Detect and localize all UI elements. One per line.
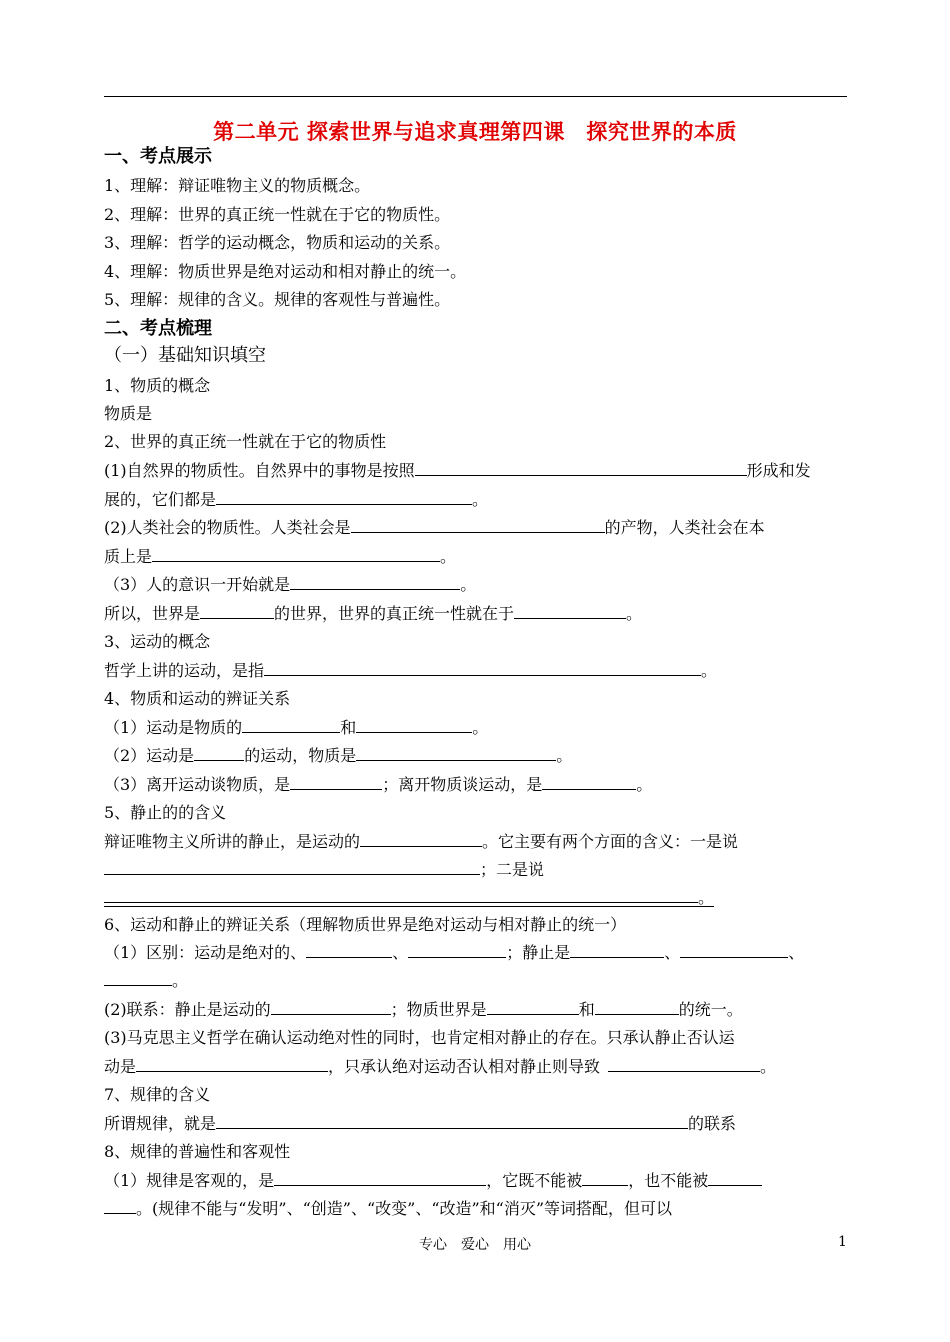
blank[interactable]	[351, 517, 605, 533]
blank[interactable]	[408, 942, 506, 958]
subsection-heading: （一）基础知识填空	[104, 345, 266, 366]
q6-title: 6、运动和静止的辨证关系（理解物质世界是绝对运动与相对静止的统一）	[104, 915, 627, 934]
q1-title: 1、物质的概念	[104, 376, 211, 395]
blank[interactable]	[542, 774, 636, 790]
q8-line2: 。(规律不能与“发明”、“创造”、“改变”、“改造”和“消灭”等词搭配，但可以	[104, 1198, 672, 1220]
q5-line2: ；二是说	[104, 859, 544, 881]
q2-title: 2、世界的真正统一性就在于它的物质性	[104, 432, 387, 451]
list-item: 4、理解：物质世界是绝对运动和相对静止的统一。	[104, 262, 467, 281]
q2-line6: 所以，世界是 的世界，世界的真正统一性就在于 。	[104, 604, 643, 623]
q7-title: 7、规律的含义	[104, 1085, 211, 1104]
blank[interactable]	[514, 603, 626, 619]
q6-line4: (3)马克思主义哲学在确认运动绝对性的同时，也肯定相对静止的存在。只承认静止否认运	[104, 1028, 735, 1047]
blank[interactable]	[356, 717, 472, 733]
blank[interactable]	[290, 574, 460, 590]
blank[interactable]	[356, 745, 556, 761]
blank-underline	[104, 906, 714, 907]
q3-title: 3、运动的概念	[104, 632, 211, 651]
list-item: 3、理解：哲学的运动概念，物质和运动的关系。	[104, 233, 451, 252]
blank[interactable]	[216, 489, 472, 505]
q7-line: 所谓规律，就是 的联系	[104, 1114, 737, 1133]
q2-line5: （3）人的意识一开始就是 。	[104, 575, 477, 594]
blank[interactable]	[136, 1056, 328, 1072]
q6-line3: (2)联系：静止是运动的 ；物质世界是 和 的统一。	[104, 1000, 743, 1019]
blank[interactable]	[216, 1113, 688, 1129]
blank[interactable]	[582, 1170, 628, 1186]
blank[interactable]	[680, 942, 788, 958]
blank[interactable]	[487, 999, 579, 1015]
blank[interactable]	[595, 999, 679, 1015]
q6-line5: 动是 ，只承认绝对运动否认相对静止则导致 。	[104, 1057, 777, 1076]
q2-line2: 展的，它们都是 。	[104, 490, 489, 509]
blank[interactable]	[290, 774, 382, 790]
q2-line1: (1)自然界的物质性。自然界中的事物是按照 形成和发	[104, 461, 811, 480]
page-footer: 专心 爱心 用心	[419, 1237, 531, 1253]
blank[interactable]	[306, 942, 392, 958]
q6-line1: （1）区别：运动是绝对的、 、 ；静止是 、 、	[104, 943, 805, 962]
list-item: 2、理解：世界的真正统一性就在于它的物质性。	[104, 205, 451, 224]
blank[interactable]	[104, 1198, 136, 1214]
page-title: 第二单元 探索世界与追求真理第四课 探究世界的本质	[213, 120, 737, 144]
blank[interactable]	[415, 460, 747, 476]
q4-title: 4、物质和运动的辨证关系	[104, 689, 291, 708]
header-rule	[104, 96, 847, 97]
blank[interactable]	[194, 745, 244, 761]
list-item: 1、理解：辩证唯物主义的物质概念。	[104, 176, 371, 195]
blank[interactable]	[360, 831, 482, 847]
blank[interactable]	[104, 887, 698, 903]
q1-line: 物质是	[104, 404, 153, 423]
q4-line1: （1）运动是物质的 和 。	[104, 718, 489, 737]
blank[interactable]	[104, 859, 480, 875]
q2-line3: (2)人类社会的物质性。人类社会是 的产物，人类社会在本	[104, 518, 765, 537]
blank[interactable]	[570, 942, 664, 958]
blank[interactable]	[152, 546, 440, 562]
q4-line2: （2）运动是 的运动，物质是 。	[104, 746, 573, 765]
q8-title: 8、规律的普遍性和客观性	[104, 1142, 291, 1161]
blank[interactable]	[200, 603, 274, 619]
section2-heading: 二、考点梳理	[104, 318, 212, 339]
blank[interactable]	[242, 717, 340, 733]
q5-line1: 辩证唯物主义所讲的静止，是运动的 。它主要有两个方面的含义：一是说	[104, 832, 739, 851]
blank[interactable]	[104, 970, 172, 986]
section1-heading: 一、考点展示	[104, 146, 212, 167]
q8-line1: （1）规律是客观的，是 ，它既不能被 ，也不能被	[104, 1170, 762, 1192]
q3-line: 哲学上讲的运动，是指 。	[104, 661, 718, 680]
q6-line2: 。	[104, 970, 188, 992]
q5-line3: 。	[104, 887, 714, 909]
page-number: 1	[838, 1234, 847, 1250]
blank[interactable]	[271, 999, 391, 1015]
q4-line3: （3）离开运动谈物质，是 ；离开物质谈运动，是 。	[104, 775, 653, 794]
q5-title: 5、静止的的含义	[104, 803, 227, 822]
blank[interactable]	[274, 1170, 486, 1186]
blank[interactable]	[708, 1170, 762, 1186]
blank[interactable]	[264, 660, 701, 676]
list-item: 5、理解：规律的含义。规律的客观性与普遍性。	[104, 290, 451, 309]
blank[interactable]	[608, 1056, 760, 1072]
q2-line4: 质上是 。	[104, 547, 457, 566]
